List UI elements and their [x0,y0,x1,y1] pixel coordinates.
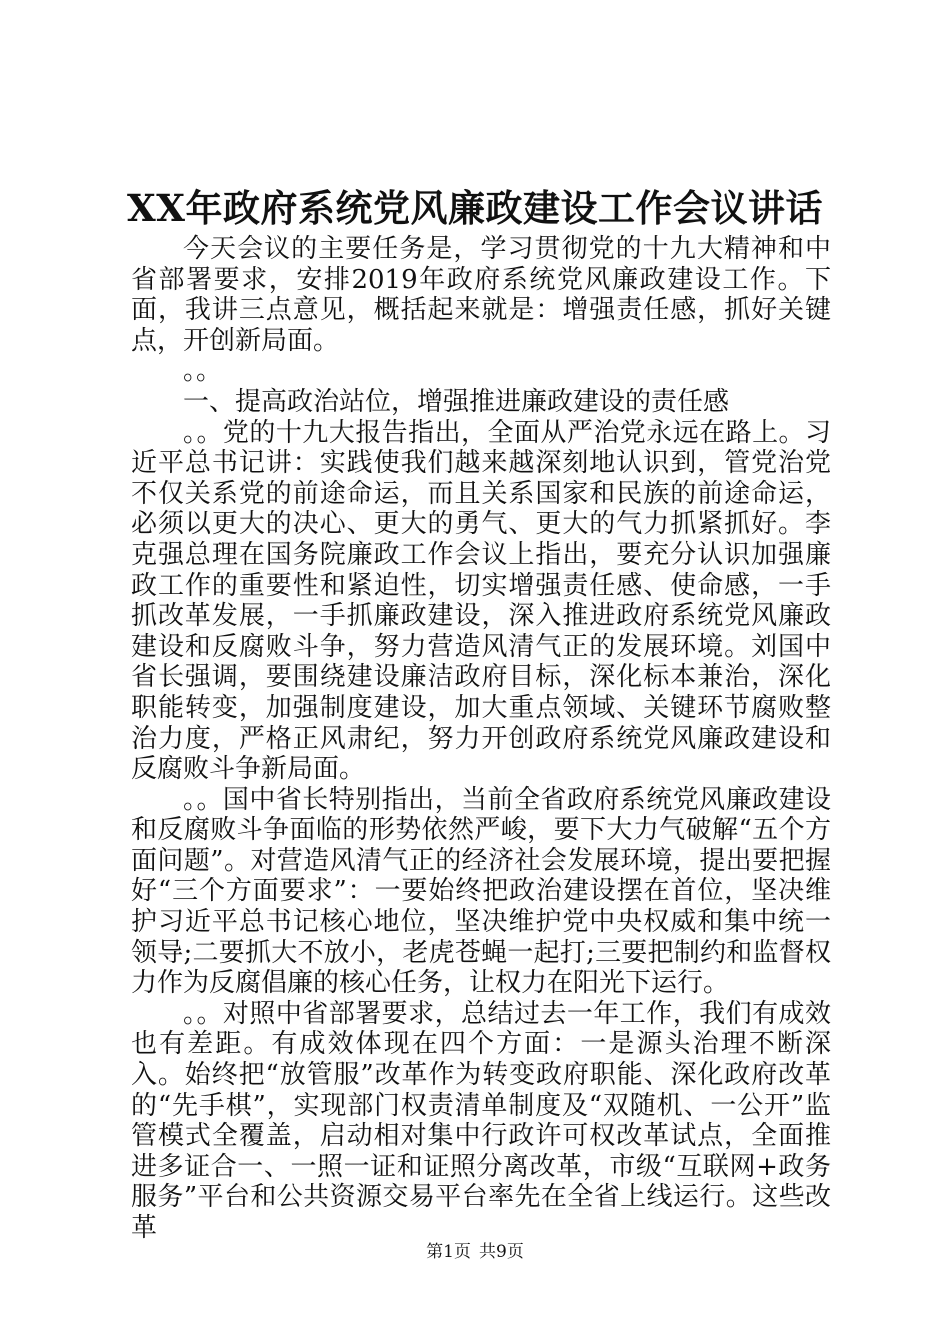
paragraph-body-1: 。。党的十九大报告指出，全面从严治党永远在路上。习近平总书记讲：实践使我们越来越深刻地认识到，管党治党不仅关系党的前途命运，而且关系国家和民族的前途命运，必须以更大的决心、更大的勇气、更大的气力抓紧抓好。李克强总理在国务院廉政工作会议上指出，要充分认识加强廉政工作的重要性和紧迫性，切实增强责任感、使命感，一手抓改革发展，一手抓廉政建设，深入推进政府系统党风廉政建设和反腐败斗争，努力营造风清气正的发展环境。刘国中省长强调，要围绕建设廉洁政府目标，深化标本兼治，深化职能转变，加强制度建设，加大重点领域、关键环节腐败整治力度，严格正风肃纪，努力开创政府系统党风廉政建设和反腐败斗争新局面。 [131,417,831,785]
paragraph-body-2: 。。国中省长特别指出，当前全省政府系统党风廉政建设和反腐败斗争面临的形势依然严峻，要下大力气破解“五个方面问题”。对营造风清气正的经济社会发展环境，提出要把握好“三个方面要求”：一要始终把政治建设摆在首位，坚决维护习近平总书记核心地位，坚决维护党中央权威和集中统一领导;二要抓大不放小，老虎苍蝇一起打;三要把制约和监督权力作为反腐倡廉的核心任务，让权力在阳光下运行。 [131,784,831,999]
paragraph-intro: 今天会议的主要任务是，学习贯彻党的十九大精神和中省部署要求，安排2019年政府系统党风廉政建设工作。下面，我讲三点意见，概括起来就是：增强责任感，抓好关键点，开创新局面。 [131,234,831,356]
document-body [131,234,831,1244]
document-title: XX年政府系统党风廉政建设工作会议讲话 [127,186,823,230]
section-heading-1: 一、提高政治站位，增强推进廉政建设的责任感 [183,386,730,417]
paragraph-body-3: 。。对照中省部署要求，总结过去一年工作，我们有成效也有差距。有成效体现在四个方面：一是源头治理不断深入。始终把“放管服”改革作为转变政府职能、深化政府改革的“先手棋”，实现部门权责清单制度及“双随机、一公开”监管模式全覆盖，启动相对集中行政许可权改革试点，全面推进多证合一、一照一证和证照分离改革，市级“互联网+政务服务”平台和公共资源交易平台率先在全省上线运行。这些改革 [131,998,831,1243]
page-footer [0,1240,950,1264]
page-number: 第1页 [426,1242,471,1262]
page-total: 共9页 [479,1242,524,1262]
paragraph-ellipsis: 。。 [183,356,223,387]
